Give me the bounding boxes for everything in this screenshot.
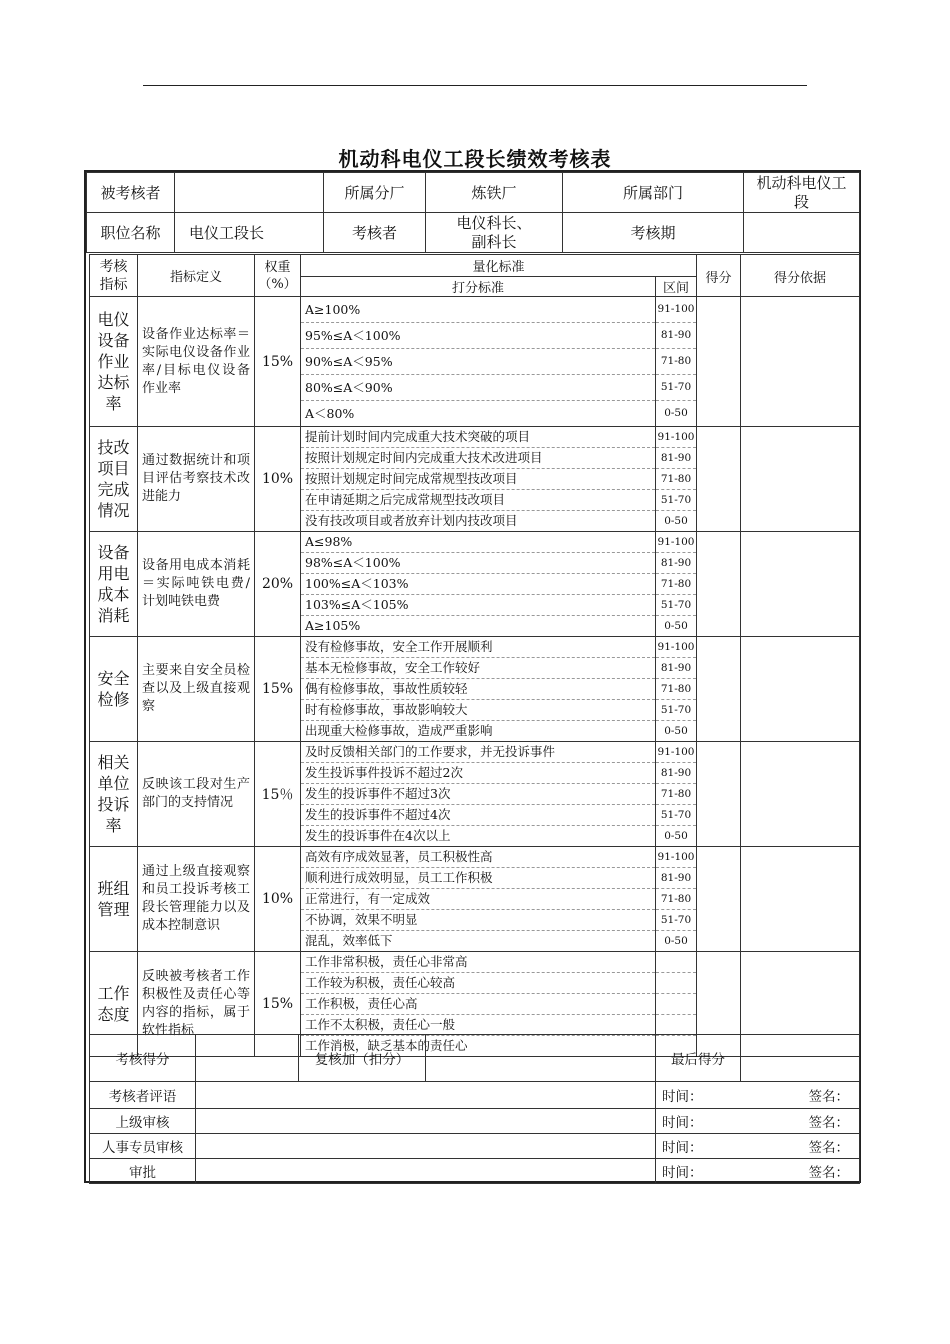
- criterion-text: 时有检修事故，事故影响较大: [301, 700, 655, 721]
- time-label: 时间：: [662, 1140, 703, 1156]
- criterion-text: 发生投诉事件投诉不超过2次: [301, 763, 655, 784]
- range-text: 0-50: [664, 407, 688, 419]
- score-field[interactable]: [697, 637, 741, 742]
- score-basis-field[interactable]: [741, 637, 860, 742]
- approval-comment-field[interactable]: [196, 1159, 656, 1184]
- indicator-name: 安全检修: [90, 637, 138, 742]
- score-field[interactable]: [697, 427, 741, 532]
- scoring-criteria: [301, 532, 656, 637]
- score-field[interactable]: [196, 1035, 299, 1082]
- criterion-text: A≥105%: [305, 618, 361, 633]
- form-frame: [84, 170, 861, 1183]
- indicator-name: 电仪设备作业达标率: [90, 297, 138, 427]
- range-text: 51-70: [656, 490, 696, 511]
- criterion-text: 发生的投诉事件在4次以上: [305, 828, 451, 843]
- range-text: 91-100: [656, 427, 696, 448]
- approval-row: [90, 1159, 860, 1184]
- range-text: 51-70: [656, 700, 696, 721]
- criterion-text: 工作积极，责任心高: [301, 994, 655, 1015]
- col-weight: 权重（%）: [255, 255, 301, 297]
- time-label: 时间：: [662, 1089, 703, 1105]
- review-field[interactable]: [426, 1035, 656, 1082]
- score-ranges: [656, 427, 697, 532]
- criterion-text: 高效有序成效显著，员工积极性高: [301, 847, 655, 868]
- criterion-text: 发生的投诉事件不超过3次: [301, 784, 655, 805]
- time-label: 时间：: [662, 1165, 703, 1181]
- indicator-name: 设备用电成本消耗: [90, 532, 138, 637]
- range-text: 0-50: [664, 830, 688, 842]
- indicator-definition: 反映该工段对生产部门的支持情况: [138, 742, 255, 847]
- time-label: 时间：: [662, 1115, 703, 1131]
- col-quant: 量化标准: [301, 255, 697, 277]
- col-score: 得分: [697, 255, 741, 297]
- examinee-label: 被考核者: [87, 173, 175, 213]
- sign-label: 签名：: [808, 1115, 849, 1131]
- range-text: 91-100: [656, 532, 696, 553]
- indicator-weight: 15%: [255, 952, 301, 1057]
- range-text: [656, 973, 696, 994]
- indicator-name: 相关单位投诉率: [90, 742, 138, 847]
- scoring-criteria: [301, 847, 656, 952]
- approval-label: 审批: [90, 1159, 196, 1184]
- approval-row: [90, 1082, 860, 1109]
- criterion-text: 在申请延期之后完成常规型技改项目: [301, 490, 655, 511]
- range-text: 71-80: [656, 574, 696, 595]
- dept-value: 机动科电仪工段: [744, 173, 860, 213]
- criterion-text: 没有检修事故，安全工作开展顺利: [301, 637, 655, 658]
- range-text: 51-70: [656, 910, 696, 931]
- range-text: 81-90: [656, 448, 696, 469]
- score-field[interactable]: [697, 742, 741, 847]
- footer-table: [89, 1034, 860, 1082]
- criterion-text: A＜80%: [305, 406, 355, 421]
- sign-label: 签名：: [808, 1140, 849, 1156]
- score-basis-field[interactable]: [741, 297, 860, 427]
- indicator-weight: 15％: [255, 742, 301, 847]
- approval-time-sign: [656, 1134, 860, 1159]
- approval-comment-field[interactable]: [196, 1109, 656, 1134]
- scoring-criteria: [301, 427, 656, 532]
- approval-label: 人事专员审核: [90, 1134, 196, 1159]
- range-text: [656, 994, 696, 1015]
- criterion-text: A≤98%: [301, 532, 655, 553]
- criterion-text: 98%≤A＜100%: [301, 553, 655, 574]
- final-field[interactable]: [741, 1035, 860, 1082]
- range-text: 81-90: [656, 553, 696, 574]
- criterion-text: A≥100%: [301, 297, 655, 323]
- score-basis-field[interactable]: [741, 427, 860, 532]
- indicator-definition: 通过数据统计和项目评估考察技术改进能力: [138, 427, 255, 532]
- review-label: 复核加（扣分）: [299, 1035, 426, 1082]
- range-text: 71-80: [656, 889, 696, 910]
- branch-label: 所属分厂: [324, 173, 426, 213]
- approval-time-sign: [656, 1159, 860, 1184]
- criterion-text: 按照计划规定时间内完成重大技术改进项目: [301, 448, 655, 469]
- criterion-text: 按照计划规定时间完成常规型技改项目: [301, 469, 655, 490]
- range-text: 51-70: [656, 375, 696, 401]
- indicator-name: 工作态度: [90, 952, 138, 1057]
- range-text: 81-90: [656, 868, 696, 889]
- criterion-text: 基本无检修事故，安全工作较好: [301, 658, 655, 679]
- indicator-row: [90, 742, 860, 847]
- sign-label: 签名：: [808, 1089, 849, 1105]
- approval-time-sign: [656, 1109, 860, 1134]
- range-text: 0-50: [664, 725, 688, 737]
- approval-time-sign: [656, 1082, 860, 1109]
- range-text: 91-100: [656, 742, 696, 763]
- range-text: 91-100: [656, 637, 696, 658]
- scoring-criteria: [301, 297, 656, 427]
- indicator-row: [90, 427, 860, 532]
- range-text: 71-80: [656, 679, 696, 700]
- range-text: 81-90: [656, 763, 696, 784]
- approval-comment-field[interactable]: [196, 1082, 656, 1109]
- indicator-definition: 通过上级直接观察和员工投诉考核工段长管理能力以及成本控制意识: [138, 847, 255, 952]
- col-basis: 得分依据: [741, 255, 860, 297]
- range-text: 91-100: [656, 297, 696, 323]
- col-range: 区间: [656, 277, 697, 297]
- criterion-text: 90%≤A＜95%: [301, 349, 655, 375]
- range-text: 51-70: [656, 595, 696, 616]
- indicator-weight: 20%: [255, 532, 301, 637]
- indicator-name: 班组管理: [90, 847, 138, 952]
- range-text: 51-70: [656, 805, 696, 826]
- criterion-text: 工作较为积极，责任心较高: [301, 973, 655, 994]
- score-field[interactable]: [697, 847, 741, 952]
- position-value: 电仪工段长: [175, 213, 324, 253]
- examiner-label: 考核者: [324, 213, 426, 253]
- criterion-text: 80%≤A＜90%: [301, 375, 655, 401]
- assessment-table: [89, 254, 860, 1057]
- dept-label: 所属部门: [563, 173, 744, 213]
- range-text: 0-50: [664, 935, 688, 947]
- indicator-weight: 10%: [255, 427, 301, 532]
- criterion-text: 工作消极，缺乏基本的责任心: [305, 1038, 468, 1053]
- range-text: 71-80: [656, 349, 696, 375]
- score-basis-field[interactable]: [741, 532, 860, 637]
- range-text: 81-90: [656, 658, 696, 679]
- score-ranges: [656, 532, 697, 637]
- score-basis-field[interactable]: [741, 742, 860, 847]
- criterion-text: 100%≤A＜103%: [301, 574, 655, 595]
- indicator-definition: 设备作业达标率＝实际电仪设备作业率/目标电仪设备作业率: [138, 297, 255, 427]
- header-rule: [143, 85, 807, 86]
- criterion-text: 没有技改项目或者放弃计划内技改项目: [305, 513, 518, 528]
- form-title: 机动科电仪工段长绩效考核表: [338, 147, 612, 171]
- criterion-text: 及时反馈相关部门的工作要求，并无投诉事件: [301, 742, 655, 763]
- indicator-name: 技改项目完成情况: [90, 427, 138, 532]
- approval-table: [89, 1081, 860, 1184]
- indicator-row: [90, 637, 860, 742]
- criterion-text: 正常进行，有一定成效: [301, 889, 655, 910]
- indicator-row: [90, 532, 860, 637]
- criterion-text: 工作不太积极，责任心一般: [301, 1015, 655, 1036]
- col-definition: 指标定义: [138, 255, 255, 297]
- range-text: 81-90: [656, 323, 696, 349]
- col-scoring: 打分标准: [301, 277, 656, 297]
- criterion-text: 103%≤A＜105%: [301, 595, 655, 616]
- criterion-text: 混乱，效率低下: [305, 933, 393, 948]
- criterion-text: 不协调，效果不明显: [301, 910, 655, 931]
- range-text: [656, 1015, 696, 1036]
- criterion-text: 出现重大检修事故，造成严重影响: [305, 723, 493, 738]
- score-ranges: [656, 637, 697, 742]
- score-basis-field[interactable]: [741, 847, 860, 952]
- score-ranges: [656, 742, 697, 847]
- score-ranges: [656, 847, 697, 952]
- approval-label: 上级审核: [90, 1109, 196, 1134]
- approval-label: 考核者评语: [90, 1082, 196, 1109]
- header-info-table: [86, 172, 860, 253]
- range-text: 0-50: [664, 620, 688, 632]
- scoring-criteria: [301, 742, 656, 847]
- range-text: 71-80: [656, 784, 696, 805]
- sign-label: 签名：: [808, 1165, 849, 1181]
- indicator-weight: 15%: [255, 297, 301, 427]
- examinee-field[interactable]: [175, 173, 324, 213]
- indicator-row: [90, 847, 860, 952]
- scoring-criteria: [301, 637, 656, 742]
- criterion-text: 工作非常积极，责任心非常高: [301, 952, 655, 973]
- indicator-definition: 设备用电成本消耗＝实际吨铁电费/计划吨铁电费: [138, 532, 255, 637]
- score-ranges: [656, 297, 697, 427]
- score-field[interactable]: [697, 297, 741, 427]
- final-label: 最后得分: [656, 1035, 741, 1082]
- indicator-definition: 反映被考核者工作积极性及责任心等内容的指标，属于软性指标: [138, 952, 255, 1057]
- range-text: 91-100: [656, 847, 696, 868]
- criterion-text: 95%≤A＜100%: [301, 323, 655, 349]
- criterion-text: 顺利进行成效明显，员工工作积极: [301, 868, 655, 889]
- branch-value: 炼铁厂: [426, 173, 563, 213]
- criterion-text: 偶有检修事故，事故性质较轻: [301, 679, 655, 700]
- criterion-text: 提前计划时间内完成重大技术突破的项目: [301, 427, 655, 448]
- position-label: 职位名称: [87, 213, 175, 253]
- range-text: 71-80: [656, 469, 696, 490]
- score-field[interactable]: [697, 532, 741, 637]
- approval-row: [90, 1109, 860, 1134]
- criterion-text: 发生的投诉事件不超过4次: [301, 805, 655, 826]
- range-text: 0-50: [664, 515, 688, 527]
- indicator-weight: 10%: [255, 847, 301, 952]
- period-label: 考核期: [563, 213, 744, 253]
- period-field[interactable]: [744, 213, 860, 253]
- score-label: 考核得分: [90, 1035, 196, 1082]
- col-indicator: 考核指标: [90, 255, 138, 297]
- approval-row: [90, 1134, 860, 1159]
- indicator-weight: 15%: [255, 637, 301, 742]
- indicator-row: [90, 297, 860, 427]
- indicator-definition: 主要来自安全员检查以及上级直接观察: [138, 637, 255, 742]
- approval-comment-field[interactable]: [196, 1134, 656, 1159]
- examiner-value: 电仪科长、副科长: [426, 213, 563, 253]
- range-text: [656, 952, 696, 973]
